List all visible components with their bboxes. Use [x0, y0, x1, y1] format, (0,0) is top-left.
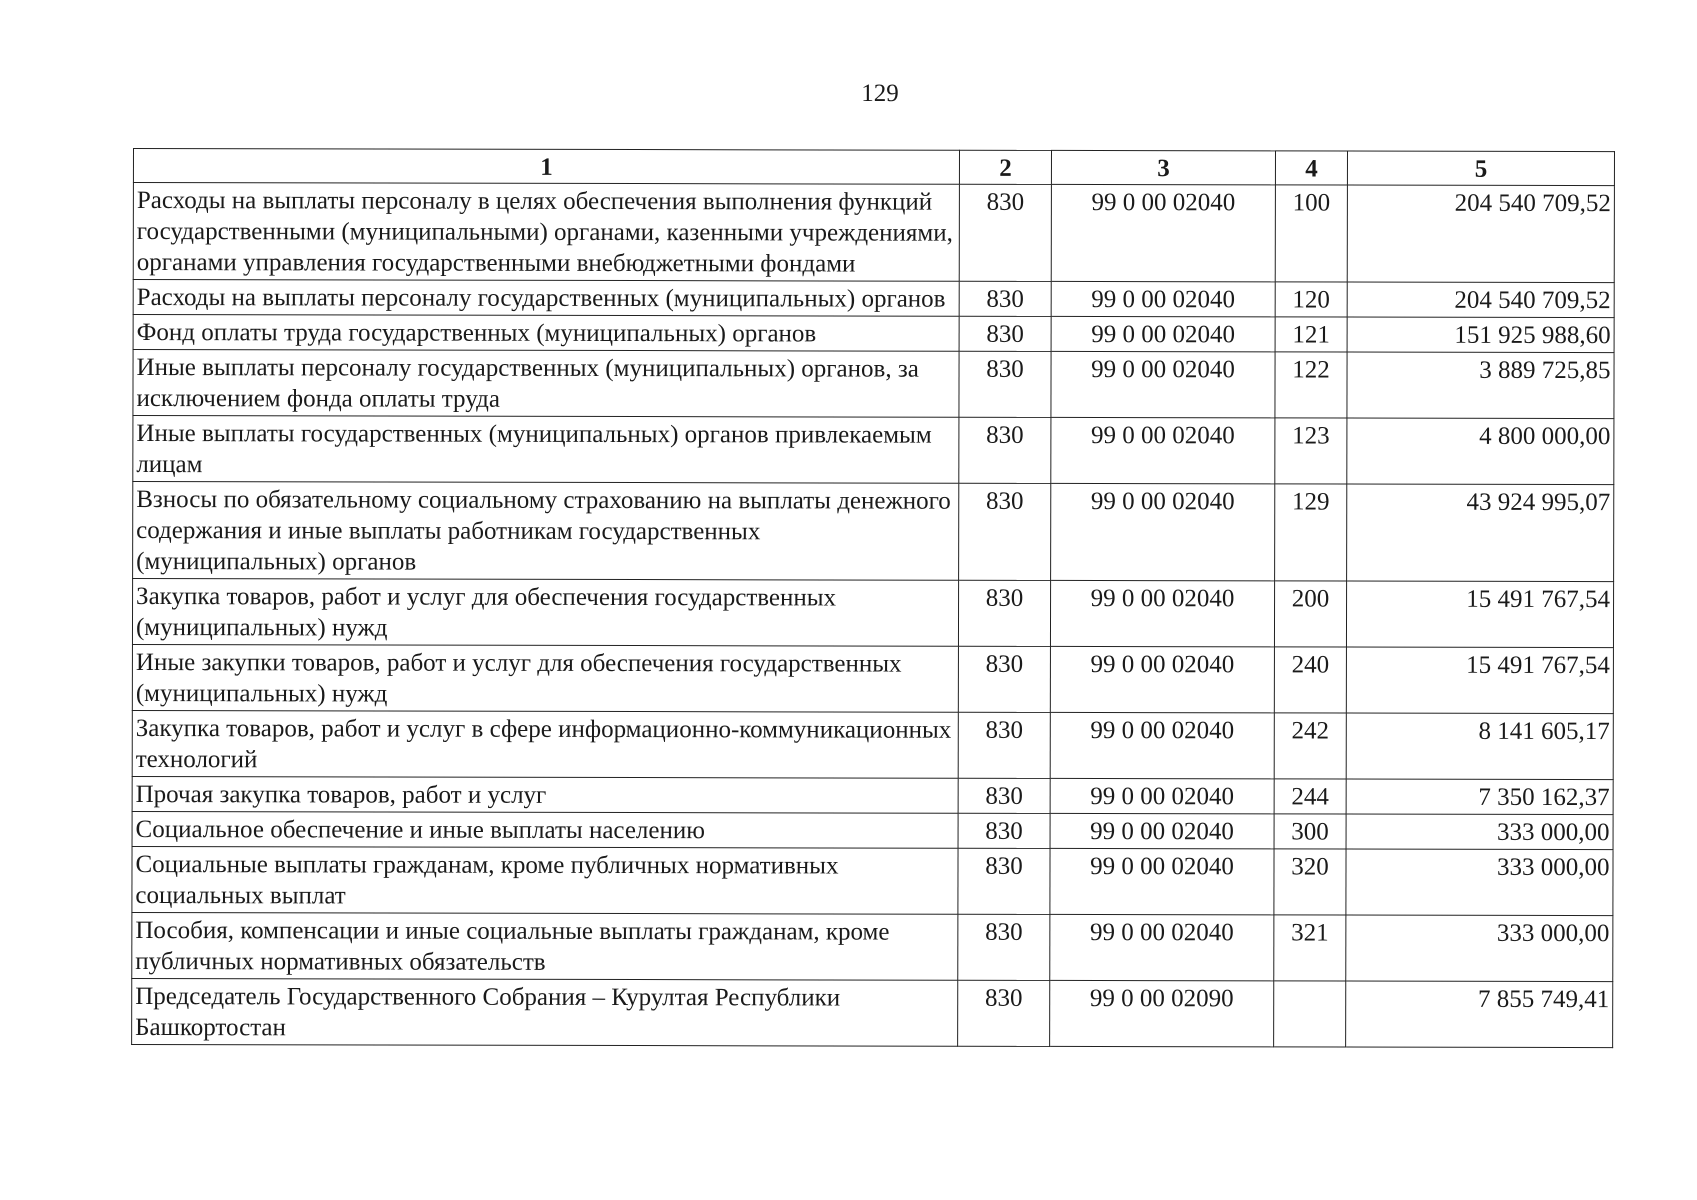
department-code: 830 [958, 580, 1050, 646]
target-article-code: 99 0 00 02040 [1051, 316, 1275, 351]
expense-type-code: 242 [1274, 713, 1346, 779]
amount: 204 540 709,52 [1347, 185, 1614, 283]
expense-type-code: 123 [1275, 418, 1347, 484]
expense-name: Фонд оплаты труда государственных (муниципальных) органов [133, 315, 959, 352]
header-col-1: 1 [133, 149, 959, 185]
page-number: 129 [861, 80, 899, 107]
expense-name: Иные закупки товаров, работ и услуг для обеспечения государственных (муниципальных) нужд [132, 644, 958, 712]
department-code: 830 [958, 646, 1050, 712]
table-row [132, 811, 1613, 849]
expense-name: Иные выплаты персоналу государственных (муниципальных) органов, за исключением фонда оплаты труда [133, 350, 959, 418]
expense-name: Закупка товаров, работ и услуг в сфере информационно-коммуникационных технологий [132, 710, 958, 778]
expense-name: Пособия, компенсации и иные социальные выплаты гражданам, кроме публичных нормативных обязательств [132, 912, 958, 980]
expense-type-code: 300 [1274, 814, 1346, 849]
expense-type-code: 321 [1274, 915, 1346, 981]
amount: 3 889 725,85 [1347, 352, 1614, 419]
table-body [132, 183, 1615, 1048]
table-row [132, 579, 1613, 648]
department-code: 830 [959, 281, 1051, 316]
header-col-3: 3 [1051, 150, 1275, 184]
department-code: 830 [958, 778, 1050, 813]
table-row [133, 482, 1614, 582]
expense-name: Расходы на выплаты персоналу государственных (муниципальных) органов [133, 280, 959, 317]
table-row [132, 978, 1613, 1047]
department-code: 830 [959, 184, 1051, 281]
expense-type-code: 244 [1274, 779, 1346, 814]
expense-name: Социальные выплаты гражданам, кроме публичных нормативных социальных выплат [132, 846, 958, 914]
department-code: 830 [959, 316, 1051, 351]
header-col-4: 4 [1275, 151, 1347, 185]
table-row [133, 183, 1614, 283]
department-code: 830 [958, 813, 1050, 848]
target-article-code: 99 0 00 02040 [1050, 848, 1274, 914]
table-row [132, 912, 1613, 981]
expense-type-code: 320 [1274, 849, 1346, 915]
expense-name: Закупка товаров, работ и услуг для обеспечения государственных (муниципальных) нужд [132, 579, 958, 647]
department-code: 830 [958, 914, 1050, 980]
expense-type-code: 240 [1274, 647, 1346, 713]
amount: 333 000,00 [1346, 849, 1613, 916]
expense-name: Прочая закупка товаров, работ и услуг [132, 776, 958, 813]
table-row [132, 710, 1613, 779]
expense-name: Расходы на выплаты персоналу в целях обеспечения выполнения функций государственными (муниципальными) органами, казенными учреждениями, органами управления государственными внебюджетными фондами [133, 183, 959, 282]
target-article-code: 99 0 00 02040 [1050, 778, 1274, 813]
department-code: 830 [958, 712, 1050, 778]
table-row [132, 644, 1613, 713]
target-article-code: 99 0 00 02040 [1051, 483, 1275, 580]
target-article-code: 99 0 00 02040 [1050, 813, 1274, 848]
target-article-code: 99 0 00 02040 [1051, 417, 1275, 483]
table-header [133, 149, 1614, 186]
amount: 15 491 767,54 [1346, 581, 1613, 648]
amount: 43 924 995,07 [1347, 484, 1614, 582]
expense-name: Председатель Государственного Собрания – Курултая Республики Башкортостан [132, 978, 958, 1046]
amount: 151 925 988,60 [1347, 317, 1614, 353]
department-code: 830 [958, 848, 1050, 914]
header-col-2: 2 [959, 150, 1051, 184]
amount: 204 540 709,52 [1347, 282, 1614, 318]
amount: 7 855 749,41 [1346, 981, 1613, 1048]
header-col-5: 5 [1347, 151, 1614, 186]
expense-type-code: 122 [1275, 352, 1347, 418]
department-code: 830 [958, 980, 1050, 1046]
table-row [133, 416, 1614, 485]
amount: 8 141 605,17 [1346, 713, 1613, 780]
expense-type-code: 121 [1275, 317, 1347, 352]
table-row [133, 350, 1614, 419]
amount: 333 000,00 [1346, 915, 1613, 982]
amount: 15 491 767,54 [1346, 647, 1613, 714]
target-article-code: 99 0 00 02040 [1051, 184, 1275, 281]
header-row [133, 149, 1614, 186]
target-article-code: 99 0 00 02040 [1050, 712, 1274, 778]
target-article-code: 99 0 00 02040 [1050, 580, 1274, 646]
target-article-code: 99 0 00 02040 [1051, 351, 1275, 417]
expense-name: Взносы по обязательному социальному страхованию на выплаты денежного содержания и иные выплаты работникам государственных (муниципальных) органов [133, 482, 959, 581]
target-article-code: 99 0 00 02040 [1051, 281, 1275, 316]
expense-type-code: 200 [1274, 581, 1346, 647]
target-article-code: 99 0 00 02040 [1050, 914, 1274, 980]
amount: 4 800 000,00 [1347, 418, 1614, 485]
expense-type-code: 129 [1275, 484, 1347, 581]
expense-name: Иные выплаты государственных (муниципальных) органов привлекаемым лицам [133, 416, 959, 484]
target-article-code: 99 0 00 02040 [1050, 646, 1274, 712]
budget-table [131, 148, 1615, 1048]
table-row [133, 315, 1614, 353]
table-row [133, 280, 1614, 318]
expense-type-code: 120 [1275, 282, 1347, 317]
amount: 7 350 162,37 [1346, 779, 1613, 815]
amount: 333 000,00 [1346, 814, 1613, 850]
table-row [132, 776, 1613, 814]
department-code: 830 [959, 417, 1051, 483]
table-row [132, 846, 1613, 915]
expense-type-code: 100 [1275, 185, 1347, 282]
expense-name: Социальное обеспечение и иные выплаты населению [132, 811, 958, 848]
department-code: 830 [959, 483, 1051, 580]
expense-type-code [1274, 981, 1346, 1047]
target-article-code: 99 0 00 02090 [1050, 980, 1274, 1046]
department-code: 830 [959, 351, 1051, 417]
